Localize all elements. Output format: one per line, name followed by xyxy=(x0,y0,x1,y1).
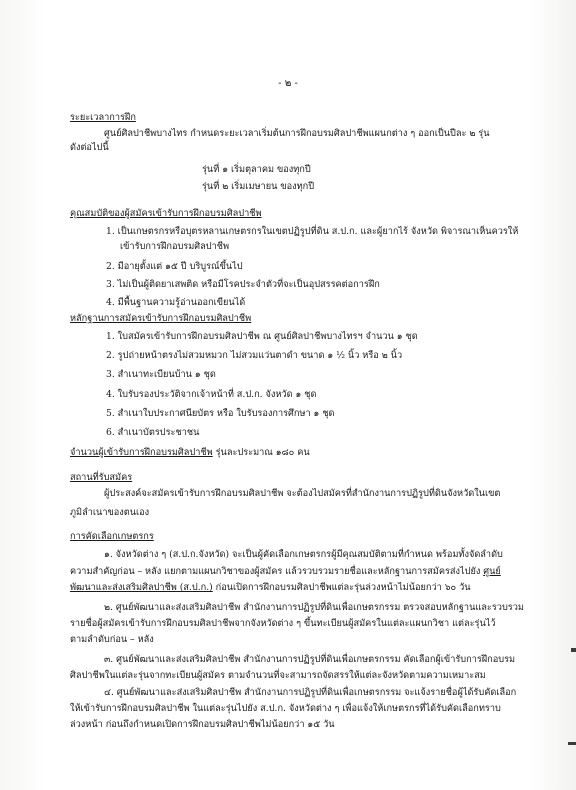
selection-p1-line-2 xyxy=(70,566,501,578)
apply-line-1: ผู้ประสงค์จะสมัครเข้ารับการฝึกอบรมศิลปาชีพ จะต้องไปสมัครที่สำนักงานการปฏิรูปที่ดินจังหวัดในเขต xyxy=(104,488,501,499)
document-item-5: 5. สำเนาใบประกาศนียบัตร หรือ ใบรับรองการศึกษา ๑ ชุด xyxy=(106,408,335,419)
qualifications-heading: คุณสมบัติของผู้สมัครเข้ารับการฝึกอบรมศิลปาชีพ xyxy=(70,208,262,219)
count-line xyxy=(70,447,310,459)
selection-p1-center-name: พัฒนาและส่งเสริมศิลปาชีพ (ส.ป.ก.) xyxy=(70,582,213,593)
selection-p3-line-1: ๓. ศูนย์พัฒนาและส่งเสริมศิลปาชีพ สำนักงานการปฏิรูปที่ดินเพื่อเกษตรกรรม คัดเลือกผู้เข้ารับการฝึกอบรม xyxy=(104,654,516,665)
schedule-heading: ระยะเวลาการฝึก xyxy=(70,112,136,123)
selection-p1-line-1: ๑. จังหวัดต่าง ๆ (ส.ป.ก.จังหวัด) จะเป็นผู้คัดเลือกเกษตรกรผู้มีคุณสมบัติตามที่กำหนด พร้อมทั้งจัดลำดับ xyxy=(104,549,503,560)
selection-p2-line-3: ตามลำดับก่อน – หลัง xyxy=(70,634,154,645)
schedule-intro-1: ศูนย์ศิลปาชีพบางไทร กำหนดระยะเวลาเริ่มต้นการฝึกอบรมศิลปาชีพแผนกต่าง ๆ ออกเป็นปีละ ๒ รุ่น xyxy=(104,128,490,139)
document-item-4: 4. ใบรับรองประวัติจากเจ้าหน้าที่ ส.ป.ก. จังหวัด ๑ ชุด xyxy=(106,389,317,400)
schedule-intro-2: ดังต่อไปนี้ xyxy=(70,142,109,153)
selection-p2-line-1: ๒. ศูนย์พัฒนาและส่งเสริมศิลปาชีพ สำนักงานการปฏิรูปที่ดินเพื่อเกษตรกรรม ตรวจสอบหลักฐานและรวบรวม xyxy=(104,602,524,613)
document-item-1: 1. ใบสมัครเข้ารับการฝึกอบรมศิลปาชีพ ณ ศูนย์ศิลปาชีพบางไทรฯ จำนวน ๑ ชุด xyxy=(106,331,418,342)
count-heading: จำนวนผู้เข้ารับการฝึกอบรมศิลปาชีพ xyxy=(70,447,213,458)
selection-p1-line-2-center: ศูนย์ xyxy=(483,566,501,577)
schedule-round-1: รุ่นที่ ๑ เริ่มตุลาคม ของทุกปี xyxy=(202,164,311,175)
selection-heading: การคัดเลือกเกษตรกร xyxy=(70,531,154,542)
count-text: รุ่นละประมาณ ๑๘๐ คน xyxy=(212,447,310,458)
documents-heading: หลักฐานการสมัครเข้ารับการฝึกอบรมศิลปาชีพ xyxy=(70,313,252,324)
scan-edge-mark xyxy=(568,742,576,745)
document-item-6: 6. สำเนาบัตรประชาชน xyxy=(106,427,200,438)
page-number: - ๒ - xyxy=(278,78,298,89)
document-item-3: 3. สำเนาทะเบียนบ้าน ๑ ชุด xyxy=(106,369,216,380)
schedule-round-2: รุ่นที่ ๒ เริ่มเมษายน ของทุกปี xyxy=(202,181,315,192)
selection-p4-line-2: ให้เข้ารับการฝึกอบรมศิลปาชีพ ในแต่ละรุ่นไปยัง ส.ป.ก. จังหวัดต่าง ๆ เพื่อแจ้งให้เกษตรกรที่ได้รับคัดเลือกทราบ xyxy=(70,703,501,714)
selection-p2-line-2: รายชื่อผู้สมัครเข้ารับการฝึกอบรมศิลปาชีพจากจังหวัดต่าง ๆ ขึ้นทะเบียนผู้สมัครในแต่ละแผนกวิชา แต่ละรุ่นไว้ xyxy=(70,618,496,629)
selection-p3-line-2: ศิลปาชีพในแต่ละรุ่นจากทะเบียนผู้สมัคร ตามจำนวนที่จะสามารถจัดสรรให้แต่ละจังหวัดตามความเหมาะสม xyxy=(70,670,486,681)
qualification-item-4: 4. มีพื้นฐานความรู้อ่านออกเขียนได้ xyxy=(106,297,246,308)
document-item-2: 2. รูปถ่ายหน้าตรงไม่สวมหมวก ไม่สวมแว่นตาดำ ขนาด ๑ ½ นิ้ว หรือ ๒ นิ้ว xyxy=(106,350,403,361)
selection-p4-line-3: ล่วงหน้า ก่อนถึงกำหนดเปิดการฝึกอบรมศิลปาชีพไม่น้อยกว่า ๑๕ วัน xyxy=(70,719,335,730)
selection-p1-line-3-text: ก่อนเปิดการฝึกอบรมศิลปาชีพแต่ละรุ่นล่วงหน้าไม่น้อยกว่า ๖๐ วัน xyxy=(212,582,471,593)
selection-p1-line-2-text: ความสำคัญก่อน – หลัง แยกตามแผนกวิชาของผู้สมัคร แล้วรวบรวมรายชื่อและหลักฐานการสมัครส่งไปยัง xyxy=(70,566,484,577)
scan-edge-mark xyxy=(571,648,576,652)
qualification-item-1-cont: เข้ารับการฝึกอบรมศิลปาชีพ xyxy=(120,241,230,252)
qualification-item-3: 3. ไม่เป็นผู้ติดยาเสพติด หรือมีโรคประจำตัวที่จะเป็นอุปสรรคต่อการฝึก xyxy=(106,279,380,290)
qualification-item-1: 1. เป็นเกษตรกรหรือบุตรหลานเกษตรกรในเขตปฏิรูปที่ดิน ส.ป.ก. และผู้ยากไร้ จังหวัด พิจารณาเห็นควรให้ xyxy=(106,226,519,237)
qualification-item-2: 2. มีอายุตั้งแต่ ๑๕ ปี บริบูรณ์ขึ้นไป xyxy=(106,261,243,272)
selection-p4-line-1: ๔. ศูนย์พัฒนาและส่งเสริมศิลปาชีพ สำนักงานการปฏิรูปที่ดินเพื่อเกษตรกรรม จะแจ้งรายชื่อผู้ได้รับคัดเลือก xyxy=(104,687,517,698)
apply-line-2: ภูมิลำเนาของตนเอง xyxy=(70,507,150,518)
apply-heading: สถานที่รับสมัคร xyxy=(70,472,133,483)
selection-p1-line-3 xyxy=(70,582,471,594)
